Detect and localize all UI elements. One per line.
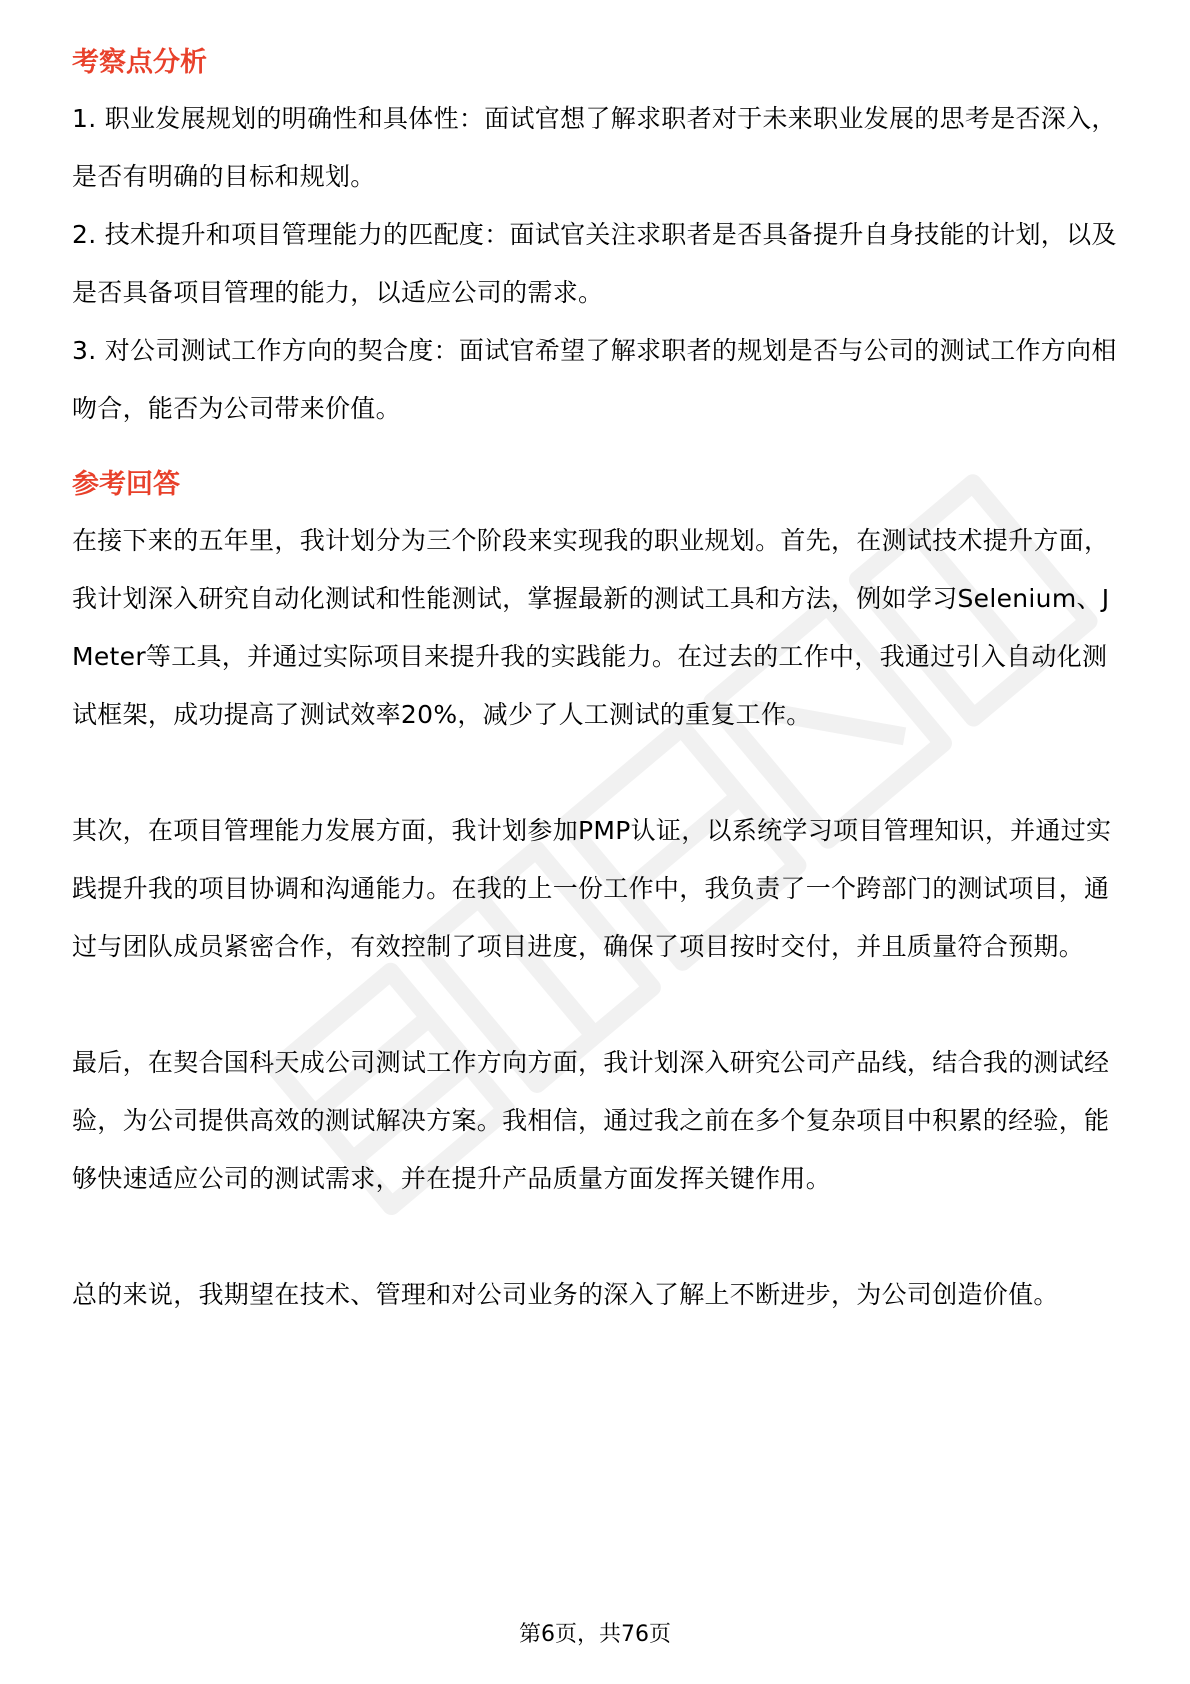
paragraph-gap (72, 744, 1122, 802)
answer-paragraph-4: 总的来说，我期望在技术、管理和对公司业务的深入了解上不断进步，为公司创造价值。 (72, 1280, 1059, 1309)
answer-paragraph-3: 最后，在契合国科天成公司测试工作方向方面，我计划深入研究公司产品线，结合我的测试经验，为公司提供高效的测试解决方案。我相信，通过我之前在多个复杂项目中积累的经验，能够快速适应公司的测试需求，并在提升产品质量方面发挥关键作用。 (72, 1048, 1110, 1193)
analysis-point-2: 2. 技术提升和项目管理能力的匹配度：面试官关注求职者是否具备提升自身技能的计划，以及是否具备项目管理的能力，以适应公司的需求。 (72, 220, 1117, 307)
page-content (72, 44, 1122, 1324)
paragraph-gap (72, 1208, 1122, 1266)
paragraph-gap (72, 976, 1122, 1034)
answer-paragraph-1: 在接下来的五年里，我计划分为三个阶段来实现我的职业规划。首先，在测试技术提升方面，我计划深入研究自动化测试和性能测试，掌握最新的测试工具和方法，例如学习Selenium、JMeter等工具，并通过实际项目来提升我的实践能力。在过去的工作中，我通过引入自动化测试框架，成功提高了测试效率20%，减少了人工测试的重复工作。 (72, 526, 1110, 729)
analysis-point-1: 1. 职业发展规划的明确性和具体性：面试官想了解求职者对于未来职业发展的思考是否深入，是否有明确的目标和规划。 (72, 104, 1117, 191)
page-number: 第6页，共76页 (519, 1622, 671, 1647)
answer-paragraph-2: 其次，在项目管理能力发展方面，我计划参加PMP认证，以系统学习项目管理知识，并通过实践提升我的项目协调和沟通能力。在我的上一份工作中，我负责了一个跨部门的测试项目，通过与团队成员紧密合作，有效控制了项目进度，确保了项目按时交付，并且质量符合预期。 (72, 816, 1112, 961)
analysis-point-3: 3. 对公司测试工作方向的契合度：面试官希望了解求职者的规划是否与公司的测试工作方向相吻合，能否为公司带来价值。 (72, 336, 1117, 423)
answer-heading: 参考回答 (72, 469, 180, 500)
analysis-heading: 考察点分析 (72, 47, 207, 78)
